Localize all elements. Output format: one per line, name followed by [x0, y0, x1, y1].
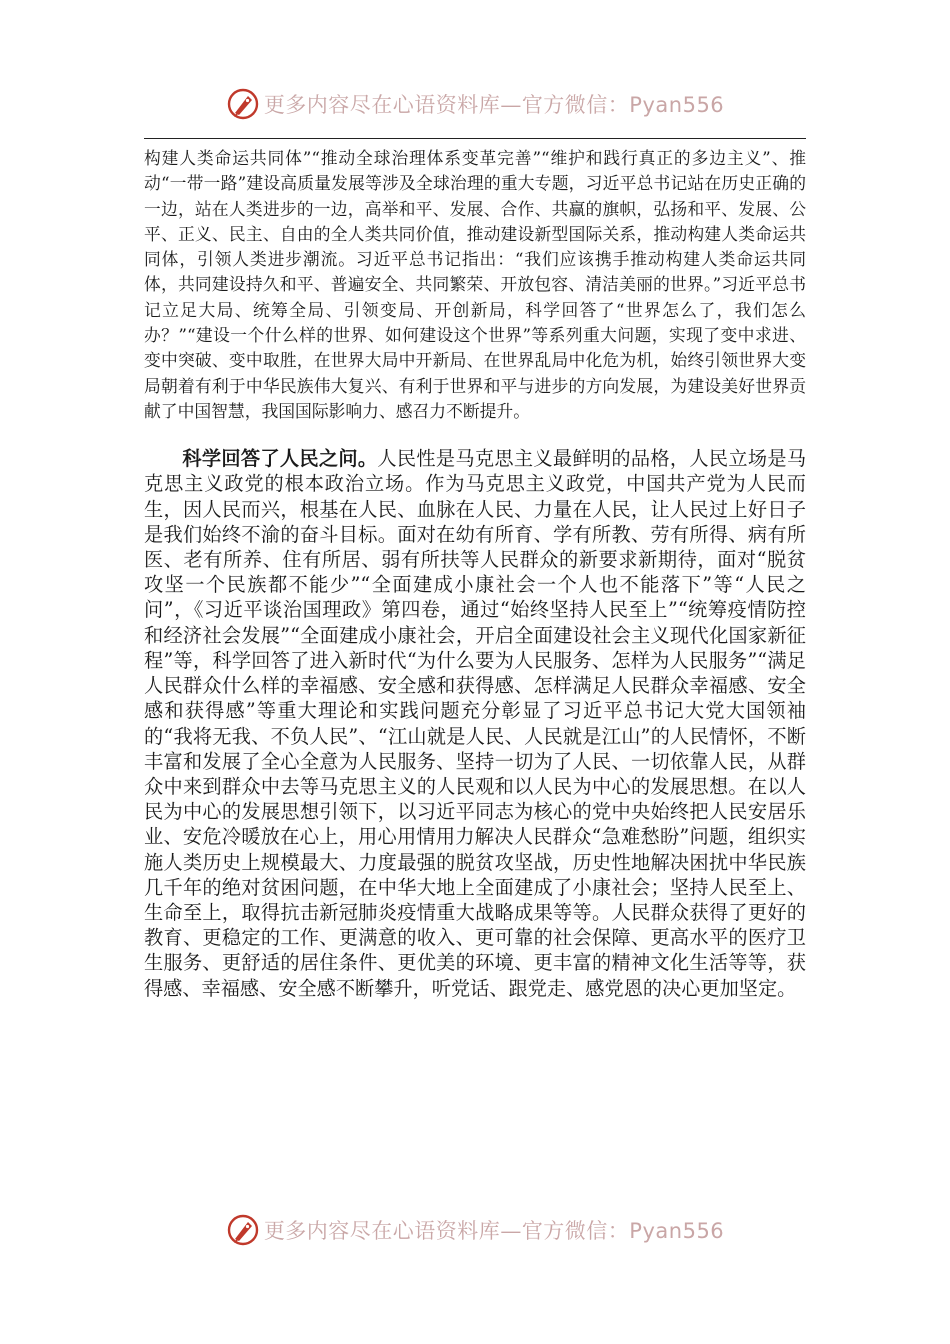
header-banner-dash: —: [500, 93, 522, 117]
pen-nib-logo-icon: [226, 87, 260, 121]
header-banner: [0, 84, 950, 124]
footer-banner-main: 更多内容尽在心语资料库: [263, 1219, 501, 1243]
paragraph-2-lead: 科学回答了人民之问。: [182, 447, 378, 471]
paragraph-2: [144, 446, 806, 1000]
header-banner-wechat: 官方微信：Pyan556: [521, 93, 725, 117]
header-divider: [144, 138, 806, 139]
header-banner-text: [264, 89, 724, 119]
footer-banner-text: [264, 1215, 724, 1245]
document-body: [144, 146, 806, 1001]
footer-banner: [0, 1210, 950, 1250]
footer-banner-dash: —: [500, 1219, 522, 1243]
pen-nib-logo-icon: [226, 1213, 260, 1247]
paragraph-2-text: 人民性是马克思主义最鲜明的品格，人民立场是马克思主义政党的根本政治立场。作为马克思主义政党，中国共产党为人民而生，因人民而兴，根基在人民、血脉在人民、力量在人民，让人民过上好日子是我们始终不渝的奋斗目标。面对在幼有所育、学有所教、劳有所得、病有所医、老有所养、住有所居、弱有所扶等人民群众的新要求新期待，面对“脱贫攻坚一个民族都不能少”“全面建成小康社会一个人也不能落下”等“人民之问”，《习近平谈治国理政》第四卷，通过“始终坚持人民至上”“统筹疫情防控和经济社会发展”“全面建成小康社会，开启全面建设社会主义现代化国家新征程”等，科学回答了进入新时代“为什么要为人民服务、怎样为人民服务”“满足人民群众什么样的幸福感、安全感和获得感、怎样满足人民群众幸福感、安全感和获得感”等重大理论和实践问题充分彰显了习近平总书记大党大国领袖的“我将无我、不负人民”、“江山就是人民、人民就是江山”的人民情怀，不断丰富和发展了全心全意为人民服务、坚持一切为了人民、一切依靠人民，从群众中来到群众中去等马克思主义的人民观和以人民为中心的发展思想。在以人民为中心的发展思想引领下，以习近平同志为核心的党中央始终把人民安居乐业、安危冷暖放在心上，用心用情用力解决人民群众“急难愁盼”问题，组织实施人类历史上规模最大、力度最强的脱贫攻坚战，历史性地解决困扰中华民族几千年的绝对贫困问题，在中华大地上全面建成了小康社会；坚持人民至上、生命至上，取得抗击新冠肺炎疫情重大战略成果等等。人民群众获得了更好的教育、更稳定的工作、更满意的收入、更可靠的社会保障、更高水平的医疗卫生服务、更舒适的居住条件、更优美的环境、更丰富的精神文化生活等等，获得感、幸福感、安全感不断攀升，听党话、跟党走、感党恩的决心更加坚定。: [144, 447, 807, 1000]
paragraph-1: 构建人类命运共同体”“推动全球治理体系变革完善”“维护和践行真正的多边主义”、推动“一带一路”建设高质量发展等涉及全球治理的重大专题，习近平总书记站在历史正确的一边，站在人类进步的一边，高举和平、发展、合作、共赢的旗帜，弘扬和平、发展、公平、正义、民主、自由的全人类共同价值，推动建设新型国际关系，推动构建人类命运共同体，引领人类进步潮流。习近平总书记指出：“我们应该携手推动构建人类命运共同体，共同建设持久和平、普遍安全、共同繁荣、开放包容、清洁美丽的世界。”习近平总书记立足大局、统筹全局、引领变局、开创新局，科学回答了“世界怎么了，我们怎么办？”“建设一个什么样的世界、如何建设这个世界”等系列重大问题，实现了变中求进、变中突破、变中取胜，在世界大局中开新局、在世界乱局中化危为机，始终引领世界大变局朝着有利于中华民族伟大复兴、有利于世界和平与进步的方向发展，为建设美好世界贡献了中国智慧，我国国际影响力、感召力不断提升。: [144, 148, 806, 421]
footer-banner-wechat: 官方微信：Pyan556: [521, 1219, 725, 1243]
header-banner-main: 更多内容尽在心语资料库: [263, 93, 501, 117]
